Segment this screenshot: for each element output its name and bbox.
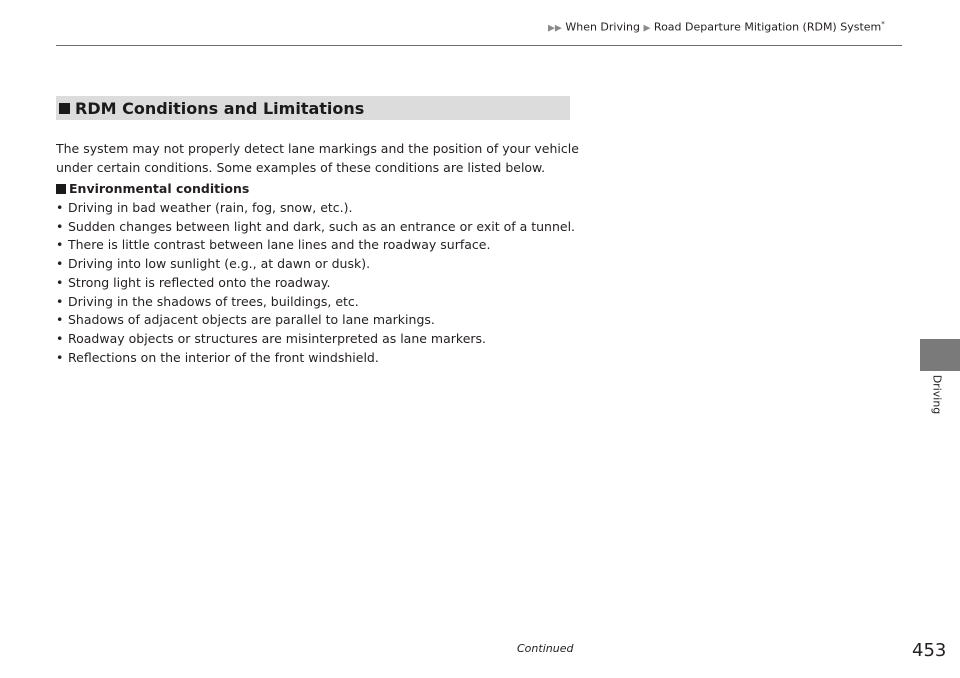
breadcrumb-item-when-driving[interactable]: When Driving [565, 20, 640, 34]
page-number: 453 [912, 640, 947, 661]
list-item [56, 255, 575, 274]
bullet-icon: • [56, 293, 64, 309]
continued-label: Continued [517, 642, 574, 655]
header-divider [56, 45, 902, 46]
square-bullet-icon [59, 103, 70, 114]
bullet-icon: • [56, 312, 64, 328]
breadcrumb [548, 20, 885, 34]
list-item-text: Reflections on the interior of the front windshield. [68, 349, 379, 365]
section-title: RDM Conditions and Limitations [75, 98, 365, 118]
arrow-icon: ▶ [643, 23, 651, 34]
bullet-icon: • [56, 256, 64, 272]
square-bullet-icon [56, 184, 66, 194]
conditions-list [56, 199, 575, 367]
bullet-icon: • [56, 330, 64, 346]
subheading [56, 181, 249, 196]
list-item [56, 311, 575, 330]
subheading-label: Environmental conditions [69, 181, 250, 196]
list-item [56, 199, 575, 218]
chapter-label [919, 368, 955, 420]
asterisk-mark: * [881, 20, 885, 28]
bullet-icon: • [56, 218, 64, 234]
list-item [56, 293, 575, 312]
section-heading [56, 96, 570, 120]
list-item [56, 236, 575, 255]
breadcrumb-item-rdm-system[interactable]: Road Departure Mitigation (RDM) System [653, 20, 882, 34]
list-item-text: Roadway objects or structures are misinterpreted as lane markers. [68, 330, 487, 346]
list-item-text: Driving in bad weather (rain, fog, snow, etc.). [68, 200, 353, 215]
list-item [56, 274, 575, 293]
list-item [56, 349, 575, 368]
list-item-text: Driving into low sunlight (e.g., at dawn or dusk). [68, 256, 371, 272]
list-item-text: Sudden changes between light and dark, such as an entrance or exit of a tunnel. [68, 218, 576, 234]
list-item-text: Shadows of adjacent objects are parallel to lane markings. [68, 312, 435, 328]
list-item-text: Strong light is reflected onto the roadway. [68, 274, 331, 290]
chapter-tab[interactable] [920, 339, 960, 371]
double-arrow-icon: ▶▶ [548, 23, 562, 34]
intro-paragraph: The system may not properly detect lane markings and the position of your vehicle under certain conditions. Some examples of these conditions are listed below. [56, 140, 579, 175]
bullet-icon: • [56, 349, 64, 365]
list-item [56, 218, 575, 237]
bullet-icon: • [56, 200, 64, 215]
list-item [56, 330, 575, 349]
bullet-icon: • [56, 237, 64, 253]
list-item-text: Driving in the shadows of trees, buildings, etc. [68, 293, 359, 309]
chapter-label-text: Driving [930, 374, 944, 414]
bullet-icon: • [56, 274, 64, 290]
list-item-text: There is little contrast between lane lines and the roadway surface. [68, 237, 491, 253]
